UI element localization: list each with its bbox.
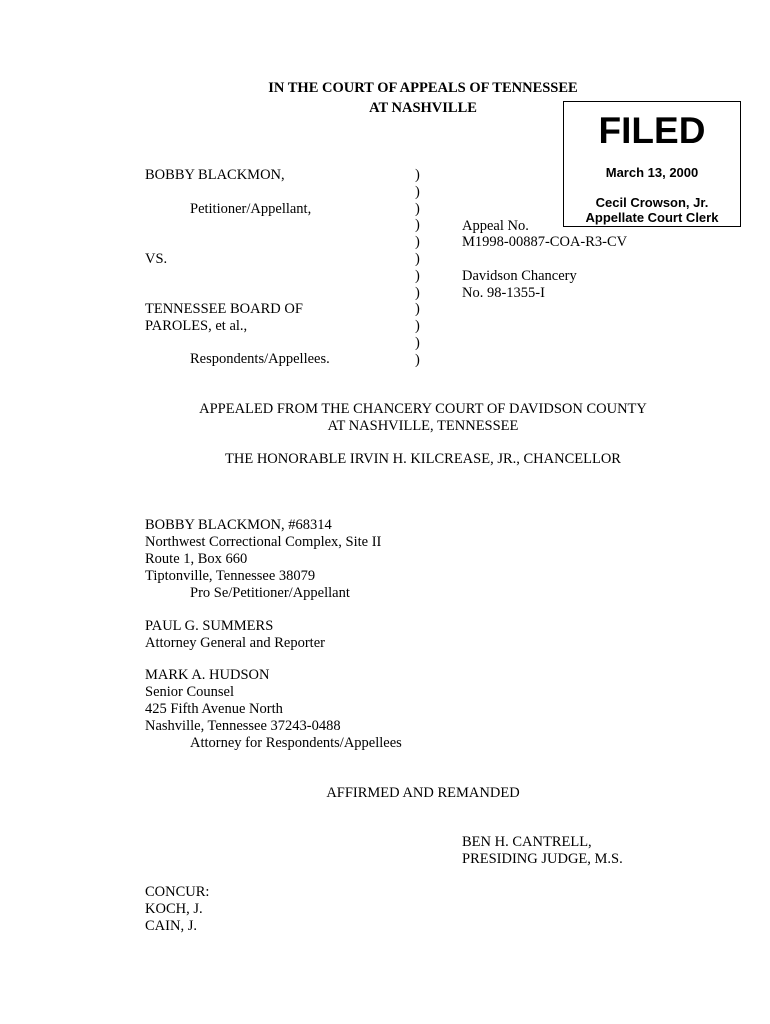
paren-mark: ) [415,351,420,368]
paren-mark: ) [415,200,420,217]
concurring-judge: CAIN, J. [145,918,197,934]
concur-label: CONCUR: [145,884,210,900]
paren-mark: ) [415,318,420,335]
counsel-line: PAUL G. SUMMERS [145,618,274,634]
versus-label: VS. [145,251,168,267]
lower-court-number: No. 98-1355-I [462,285,545,301]
paren-mark: ) [415,301,420,318]
appeal-number: M1998-00887-COA-R3-CV [462,234,628,250]
author-name: BEN H. CANTRELL, [462,834,592,850]
counsel-role: Pro Se/Petitioner/Appellant [190,585,350,601]
counsel-line: Nashville, Tennessee 37243-0488 [145,718,341,734]
counsel-line: Northwest Correctional Complex, Site II [145,534,382,550]
counsel-line: MARK A. HUDSON [145,667,270,683]
trial-judge: THE HONORABLE IRVIN H. KILCREASE, JR., CHANCELLOR [225,451,621,467]
respondent-name-line1: TENNESSEE BOARD OF [145,301,303,317]
counsel-line: Senior Counsel [145,684,235,700]
petitioner-role: Petitioner/Appellant, [190,201,312,217]
counsel-line: 425 Fifth Avenue North [145,701,283,717]
court-title: IN THE COURT OF APPEALS OF TENNESSEE [268,80,578,96]
court-location: AT NASHVILLE [369,100,477,116]
counsel-role: Attorney for Respondents/Appellees [190,735,402,751]
author-title: PRESIDING JUDGE, M.S. [462,851,623,867]
paren-mark: ) [415,250,420,267]
appeal-label: Appeal No. [462,218,529,234]
filed-stamp [563,101,741,227]
petitioner-name: BOBBY BLACKMON, [145,167,285,183]
filed-stamp-clerk-name: Cecil Crowson, Jr. [595,195,709,210]
paren-mark: ) [415,234,420,251]
concurring-judge: KOCH, J. [145,901,203,917]
paren-mark: ) [415,183,420,200]
counsel-line: BOBBY BLACKMON, #68314 [145,517,332,533]
filed-stamp-title: FILED [598,110,706,151]
appealed-from-line2: AT NASHVILLE, TENNESSEE [327,418,519,434]
paren-mark: ) [415,284,420,301]
respondent-role: Respondents/Appellees. [190,351,330,367]
disposition: AFFIRMED AND REMANDED [326,785,520,801]
filed-stamp-date: March 13, 2000 [605,165,699,180]
lower-court: Davidson Chancery [462,268,577,284]
appealed-from-line1: APPEALED FROM THE CHANCERY COURT OF DAVIDSON COUNTY [199,401,647,417]
counsel-line: Route 1, Box 660 [145,551,248,567]
paren-mark: ) [415,334,420,351]
respondent-name-line2: PAROLES, et al., [145,318,248,334]
counsel-line: Attorney General and Reporter [145,635,325,651]
paren-mark: ) [415,267,420,284]
paren-mark: ) [415,217,420,234]
caption-divider [415,167,420,369]
paren-mark: ) [415,167,420,183]
filed-stamp-clerk-title: Appellate Court Clerk [585,210,719,225]
counsel-line: Tiptonville, Tennessee 38079 [145,568,316,584]
